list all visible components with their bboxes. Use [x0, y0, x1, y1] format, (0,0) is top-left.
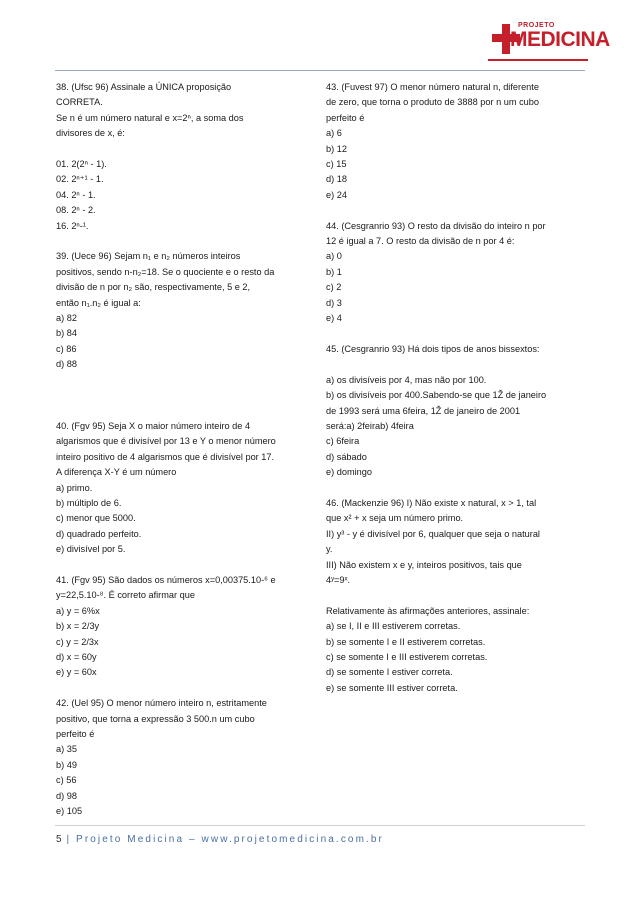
question-line: inteiro positivo de 4 algarismos que é divisível por 17. [56, 451, 275, 462]
question-line: Se n é um número natural e x=2ⁿ, a soma dos [56, 112, 244, 123]
question-line [326, 588, 588, 603]
question-block [56, 696, 318, 819]
question-line: a) y = 6%x [56, 605, 100, 616]
question-line: c) se somente I e III estiverem corretas. [326, 651, 488, 662]
question-line: a) 82 [56, 313, 77, 324]
question-line: que x² + x seja um número primo. [326, 513, 464, 524]
question-line: positivos, sendo n-n₂=18. Se o quociente e o resto da [56, 266, 275, 277]
question-line: 16. 2ⁿ-¹. [56, 220, 89, 231]
question-line: d) se somente I estiver correta. [326, 667, 453, 678]
question-line: 01. 2(2ⁿ - 1). [56, 159, 107, 170]
logo-small-text: PROJETO [518, 22, 555, 29]
question-line: a) se I, II e III estiverem corretas. [326, 621, 461, 632]
question-line: será:a) 2feirab) 4feira [326, 420, 414, 431]
question-line: e) se somente III estiver correta. [326, 682, 458, 693]
question-line: c) 15 [326, 159, 347, 170]
footer-separator: | [66, 834, 72, 845]
right-column [326, 80, 588, 712]
question-line: 4ʸ=9ˣ. [326, 574, 351, 585]
question-line: a) 0 [326, 251, 342, 262]
question-line: 46. (Mackenzie 96) I) Não existe x natural, x > 1, tal [326, 497, 537, 508]
question-line: c) 6feira [326, 436, 360, 447]
question-block [56, 573, 318, 681]
question-line: e) y = 60x [56, 667, 97, 678]
question-block [56, 80, 318, 234]
question-line: 39. (Uece 96) Sejam n₁ e n₂ números inteiros [56, 251, 241, 262]
question-line [56, 142, 318, 157]
question-line: e) divisível por 5. [56, 544, 126, 555]
question-line: e) 105 [56, 806, 83, 817]
question-line: perfeito é [56, 729, 95, 739]
question-block [326, 80, 588, 203]
question-line: b) 84 [56, 328, 77, 339]
logo-big-text: MEDICINA [510, 28, 610, 51]
question-line: 38. (Ufsc 96) Assinale a ÚNICA proposição [56, 82, 232, 92]
question-line: a) 6 [326, 128, 342, 139]
question-line: b) 49 [56, 759, 77, 770]
question-line [326, 357, 588, 372]
question-line: b) x = 2/3y [56, 621, 100, 632]
question-block [326, 496, 588, 696]
question-line: b) múltiplo de 6. [56, 497, 122, 508]
question-line: c) menor que 5000. [56, 513, 136, 524]
question-line: algarismos que é divisível por 13 e Y o menor número [56, 436, 276, 447]
question-line: 44. (Cesgranrio 93) O resto da divisão do inteiro n por [326, 220, 546, 231]
question-line: 04. 2ⁿ - 1. [56, 189, 96, 200]
question-line: divisores de x, é: [56, 128, 125, 139]
left-column [56, 80, 318, 835]
question-line: divisão de n por n₂ são, respectivamente, 5 e 2, [56, 282, 251, 293]
question-line: A diferença X-Y é um número [56, 467, 177, 478]
question-line: y=22,5.10-⁸. É correto afirmar que [56, 590, 195, 601]
question-line: d) x = 60y [56, 651, 97, 662]
question-line: II) y³ - y é divisível por 6, qualquer que seja o natural [326, 528, 540, 539]
question-line: 45. (Cesgranrio 93) Há dois tipos de anos bissextos: [326, 343, 540, 354]
question-line: d) 98 [56, 790, 77, 801]
question-line: 43. (Fuvest 97) O menor número natural n, diferente [326, 82, 539, 92]
question-line: perfeito é [326, 112, 365, 123]
question-line: c) 2 [326, 282, 342, 293]
question-line: d) sábado [326, 451, 367, 462]
footer-text: Projeto Medicina – www.projetomedicina.com.br [76, 834, 384, 845]
question-line [56, 373, 318, 388]
question-line: 08. 2ⁿ - 2. [56, 205, 96, 216]
question-line: 41. (Fgv 95) São dados os números x=0,00375.10-⁶ e [56, 574, 276, 585]
question-line: e) 4 [326, 313, 342, 324]
question-line: d) 3 [326, 297, 342, 308]
footer [56, 834, 384, 845]
question-line: a) primo. [56, 482, 93, 493]
question-line: c) y = 2/3x [56, 636, 99, 647]
question-line: e) 24 [326, 189, 347, 200]
question-line: III) Não existem x e y, inteiros positivos, tais que [326, 559, 522, 570]
question-line: 12 é igual a 7. O resto da divisão de n por 4 é: [326, 236, 515, 247]
question-line: Relativamente às afirmações anteriores, assinale: [326, 605, 530, 616]
question-block [326, 342, 588, 481]
question-block [56, 419, 318, 558]
question-line: então n₁.n₂ é igual a: [56, 297, 141, 308]
question-block [56, 249, 318, 403]
question-line: a) 35 [56, 744, 77, 755]
question-line: e) domingo [326, 467, 372, 478]
question-line: b) 12 [326, 143, 347, 154]
question-line: de 1993 será uma 6feira, 1Ž de janeiro de 2001 [326, 405, 521, 416]
question-line [56, 388, 318, 403]
question-line: d) 88 [56, 359, 77, 370]
page-number: 5 [56, 834, 62, 845]
question-line: 40. (Fgv 95) Seja X o maior número inteiro de 4 [56, 420, 251, 431]
question-line: positivo, que torna a expressão 3 500.n um cubo [56, 713, 255, 724]
question-line: 02. 2ⁿ⁺¹ - 1. [56, 174, 104, 185]
question-line: d) 18 [326, 174, 347, 185]
question-line: c) 86 [56, 343, 77, 354]
question-line: b) 1 [326, 266, 342, 277]
footer-divider [55, 825, 585, 826]
question-line: 42. (Uel 95) O menor número inteiro n, estritamente [56, 698, 267, 709]
question-line: y. [326, 544, 333, 555]
question-line: de zero, que torna o produto de 3888 por n um cubo [326, 97, 539, 108]
question-line: c) 56 [56, 775, 77, 786]
question-line: b) se somente I e II estiverem corretas. [326, 636, 486, 647]
question-line: CORRETA. [56, 97, 103, 108]
question-line: a) os divisíveis por 4, mas não por 100. [326, 374, 487, 385]
question-line: d) quadrado perfeito. [56, 528, 142, 539]
question-line: b) os divisíveis por 400.Sabendo-se que 1Ž de janeiro [326, 390, 547, 401]
question-block [326, 219, 588, 327]
header-divider [55, 70, 585, 71]
